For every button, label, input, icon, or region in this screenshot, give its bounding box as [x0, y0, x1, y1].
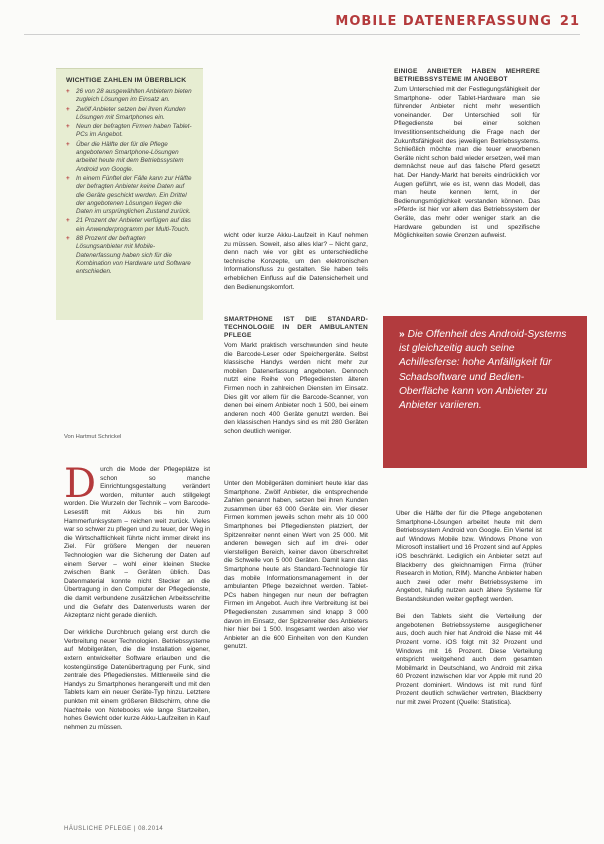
key-figures-box	[56, 68, 203, 320]
column-text: urch die Mode der Pflegeplätze ist schon so manche Einrichtungsgestaltung verändert worden, mitunter auch stillgelegt worden. Die Wurzeln der Technik – vom Barcode-Lesestift mit Akkus bis hin zum Hammerfunksystem – reichen weit zurück. Vieles war so schwer zu pflegen und zu teuer, der Weg in die Wirtschaftlichkeit führte nicht immer direkt ins Ziel. Für größere Mengen der neueren Technologien war die Sicherung der Daten auf einem Server – wohl einer kleinen Stecke zwischen Bank – Geräten üblich. Das Datenmaterial konnte nicht Stecker an die Übertragung in den Computer der Pflegedienste, die damit verbundene zusätzlichen Arbeitsschritte und die Gefahr des Datenverlusts waren der Akzeptanz nicht gerade dienlich. Der wirkliche Durchbruch gelang erst durch die Verbreitung neuer Technologien. Betriebssysteme auf Mobilgeräten, die die Installation eigener, extern entwickelter Software erlauben und die kostengünstige Datenübertragung per Funk, sind zentrale des Pflegedienstes. Mittlerweile sind die Handys zu Smartphones herangereift und mit den Tablets kam ein neuer Geräte-Typ hinzu. Letztere punkten mit einem größeren Bildschirm, ohne die Nachteile von Notebooks wie lange Startzeiten, hohes Gewicht oder kurze Akku-Laufzeiten in Kauf nehmen zu müssen.	[64, 466, 210, 731]
section-title: MOBILE DATENERFASSUNG	[335, 14, 552, 29]
list-item: + Neun der befragten Firmen haben Tablet-PCs im Angebot.	[66, 123, 193, 140]
article-column-2-top	[224, 232, 368, 308]
column-text: wicht oder kurze Akku-Laufzeit in Kauf nehmen zu müssen. Soweit, also alles klar? – Nicht ganz, denn nach wie vor gibt es unterschiedliche technische Konzepte, um den elektronischen Informationsfluss zu gestalten. Sie haben teils erheblichen Einfluss auf die Datensicherheit und den Bedienungskomfort.	[224, 232, 368, 291]
article-column-1	[64, 466, 210, 822]
list-item: + 88 Prozent der befragten Lösungsanbieter mit Mobile-Datenerfassung haben sich für die Kombination von Hardware und Software entschieden.	[66, 235, 193, 276]
quote-mark: »	[399, 329, 405, 340]
article-column-3-top	[394, 68, 540, 276]
column-text: Über die Hälfte der für die Pflege angebotenen Smartphone-Lösungen arbeitet heute mit dem Betriebssystem Android von Google. Ein Viertel ist auf Windows Mobile bzw. Windows Phone von Microsoft installiert und 16 Prozent sind auf Apples iOS beschränkt. Lediglich ein Anbieter setzt auf Blackberry des gleichnamigen Firma (früher Research in Motion, RIM). Manche Anbieter haben auch zwei oder mehr Betriebssysteme im Angebot, häufig nutzen auch ältere Systeme für Bestandskunden weiter gepflegt werden. Bei den Tablets sieht die Verteilung der angebotenen Betriebssysteme ausgeglichener aus, doch auch hier hat Android die Nase mit 44 Prozent vorne. iOS folgt mit 32 Prozent und Windows mit 16 Prozent. Diese Verteilung entspricht weitgehend auch dem gesamten Mobilmarkt in Deutschland, wo Android mit zirka 60 Prozent inzwischen klar vor Apple mit rund 20 Prozent dominiert. Windows ist mit rund fünf Prozent deutlich schwächer vertreten, Blackberry nur mit zwei Prozent (Quelle: Statistica).	[396, 510, 542, 707]
pull-quote	[383, 316, 587, 468]
page-number: 21	[559, 14, 580, 29]
running-header	[335, 14, 580, 29]
article-column-2-section	[224, 316, 368, 464]
article-column-3-bottom	[396, 510, 542, 820]
article-column-2-bottom	[224, 480, 368, 750]
list-item: + 26 von 28 ausgewählten Anbietern bieten zugleich Lösungen im Einsatz an.	[66, 88, 193, 105]
list-item: + In einem Fünftel der Fälle kann zur Hälfte der befragten Anbieter keine Daten auf die Geräte geschickt werden. Ein Drittel der angebotenen Lösungen liegen die Daten im ursprünglichen Zustand zurück.	[66, 175, 193, 216]
section-heading: EINIGE ANBIETER HABEN MEHRERE BETRIEBSSYSTEME IM ANGEBOT	[394, 68, 540, 83]
column-text: Unter den Mobilgeräten dominiert heute klar das Smartphone. Zwölf Anbieter, die entsprechende Zahlen genannt haben, setzen bei ihren Kunden zusammen über 63 000 Geräte ein. Vier dieser Firmen kommen jeweils schon mehr als 10 000 Smartphones bei Pflegediensten platziert, der Spitzenreiter nennt einen Wert von 25 000. Mit anderen bewegen sich auf im drei- oder vierstelligen Bereich, keiner davon überschreitet die Schwelle von 5 000 Geräten. Damit kann das Smartphone heute als Standard-Technologie für das mobile Informationsmanagement in der ambulanten Pflege bezeichnet werden. Tablet-PCs haben hingegen nur neun der befragten Firmen im Angebot. Auch ihre Verbreitung ist bei Pflegediensten zusammen sind knapp 3 000 davon im Einsatz, der Spitzenreiter des Anbieters hier hier bei 1 500. Insgesamt werden also vier Anbieter an die 600 Einheiten von den Kunden genutzt.	[224, 480, 368, 651]
column-text: Zum Unterschied mit der Festlegungsfähigkeit der Smartphone- oder Tablet-Hardware man sie führender Anbieter nicht mehr wesentlich voneinander. Der Unterschied soll für Pflegedienste bei einer solchen Investitionsentscheidung die Frage nach der Zukunftsfähigkeit des jeweiligen Betriebssystems. Schließlich möchte man die teuer erworbenen Geräte nicht schon bald wieder ersetzen, weil man demnächst neue auf das falsche Pferd gesetzt hat. Der Handy-Markt hat bereits eindrücklich vor Augen geführt, wie es ist, wenn das Modell, das man heute kennen lernt, in der Bedienungsmöglichkeit verstanden können. Das »Pferd« ist hier vor allem das Betriebssystem der Geräte, das mehr oder weniger stark an die Hardware gebunden ist und spezifische Möglichkeiten sowie Grenzen aufweist.	[394, 86, 540, 240]
list-item: + Zwölf Anbieter setzen bei ihren Kunden Lösungen mit Smartphones ein.	[66, 106, 193, 123]
drop-cap: D	[64, 466, 97, 507]
key-figures-list	[66, 88, 193, 277]
section-heading: SMARTPHONE IST DIE STANDARD-TECHNOLOGIE IN DER AMBULANTEN PFLEGE	[224, 316, 368, 339]
column-text: Vom Markt praktisch verschwunden sind heute die Barcode-Leser oder Speichergeräte. Selbst klassische Handys werden nicht mehr zur mobilen Datenerfassung angeboten. Dennoch nutzt eine Reihe von Pflegediensten älteren Firmen noch in zahlreichen Diensten im Einsatz. Dies gilt vor allem für die Barcode-Scanner, von denen bei einem Anbieter noch 1 500, bei einem anderen noch 400 Geräte genutzt werden. Bei den klassischen Handys sind es mit 280 Geräten schon deutlich weniger.	[224, 342, 368, 435]
header-rule	[24, 34, 580, 35]
box-heading: WICHTIGE ZAHLEN IM ÜBERBLICK	[66, 77, 187, 84]
quote-text: Die Offenheit des Android-Systems ist gleichzeitig auch seine Achillesferse: hohe Anfälligkeit für Schadsoftware und Bedien-Oberfläche kann von Anbieter zu Anbieter variieren.	[399, 329, 567, 412]
page-footer: HÄUSLICHE PFLEGE | 08.2014	[64, 826, 164, 832]
list-item: + 21 Prozent der Anbieter verfügen auf das ein Anwenderprogramm per Multi-Touch.	[66, 217, 193, 234]
list-item: + Über die Hälfte der für die Pflege angebotenen Smartphone-Lösungen arbeitet heute mit dem Betriebssystem Android von Google.	[66, 141, 193, 174]
author-byline: Von Hartmut Schrickel	[64, 434, 122, 440]
